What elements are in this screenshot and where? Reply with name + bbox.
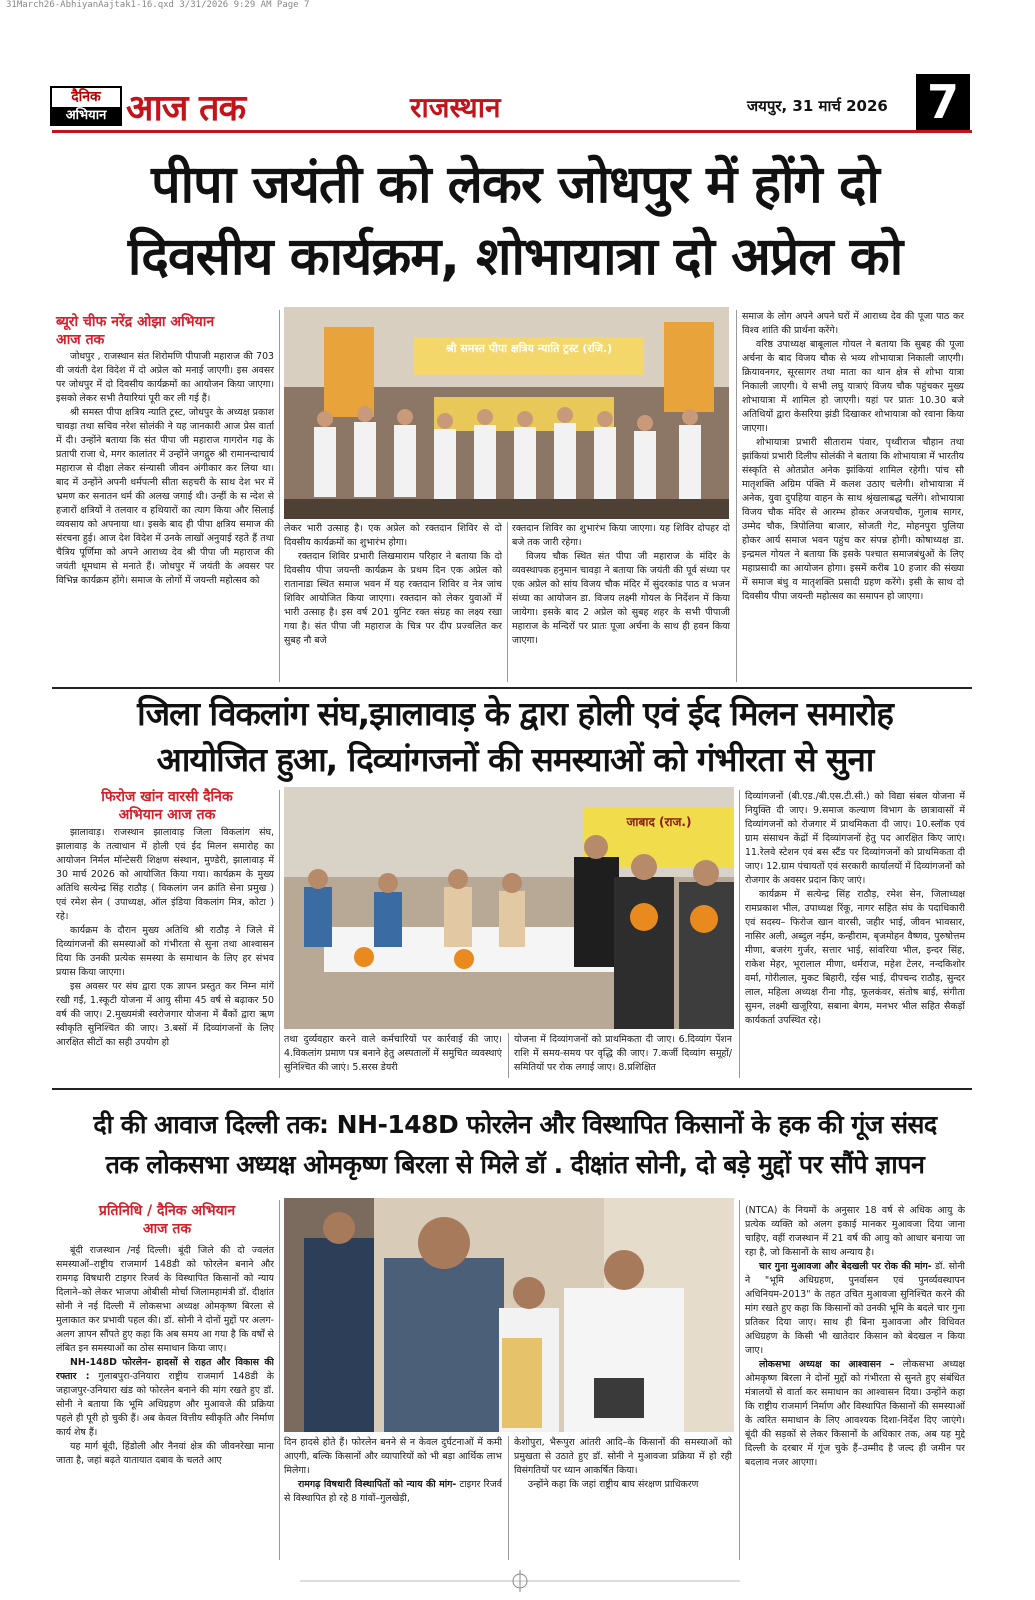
story3-col1-para2: गुलाबपुरा-उनियारा राष्ट्रीय राजमार्ग 148डी के जहाजपुर-उनियारा खंड को फोरलेन बनाने की मांग रखते हुए डॉ. सोनी ने बताया कि भूमि अधिग्रहण और मुआवजे की प्रक्रिया पहले ही पूरी हो चुकी हैं। अब केवल वित्तीय स्वीकृति और निर्माण कार्य शेष हैं।	[56, 1371, 274, 1438]
story2-column3	[514, 1033, 732, 1079]
story1-photo	[284, 307, 729, 519]
story2-headline-line2: आयोजित हुआ, दिव्यांगजनों की समस्याओं को गंभीरता से सुना	[156, 740, 874, 779]
story3-byline	[56, 1202, 278, 1238]
story1-column3	[512, 522, 730, 682]
story-divider	[52, 687, 972, 689]
story2-col1-para2: कार्यक्रम के दौरान मुख्य अतिथि श्री राठौड़ ने जिले में दिव्यांगजनों की समस्याओं को गंभीरता से सुना तथा आश्वासन दिया कि उनकी प्रत्येक समस्या के समाधान के लिए हर संभव प्रयास किया जाएगा।	[56, 925, 274, 978]
story3-headline-line2: तक लोकसभा अध्यक्ष ओमकृष्ण बिरला से मिले डॉ . दीक्षांत सोनी, दो बड़े मुद्दों पर सौंपे ज्ञापन	[105, 1150, 925, 1179]
brand-bottom-text: अभियान	[52, 107, 120, 124]
column-divider	[739, 790, 740, 1078]
story2-byline-line2: अभियान आज तक	[118, 807, 216, 823]
story2-byline	[56, 788, 278, 824]
story3-col1-para1: बूंदी राजस्थान /नई दिल्ली। बूंदी जिले की दो ज्वलंत समस्याओं–राष्ट्रीय राजमार्ग 148डी को फोरलेन बनाने और रामगढ़ विषधारी टाइगर रिजर्व के विस्थापित किसानों को न्याय दिलाने–को लेकर भाजपा ओबीसी मोर्चा जिलामहामंत्री डॉ. दीक्षांत सोनी ने नई दिल्ली में लोकसभा अध्यक्ष ओमकृष्ण बिरला से मुलाकात कर प्रभावी पहल की। डॉ. सोनी ने दोनों मुद्दों पर अलग-अलग ज्ञापन सौंपते हुए कहा कि अब समय आ गया है कि वर्षों से लंबित इन समस्याओं का ठोस समाधान किया जाए।	[56, 1245, 274, 1354]
story3-col4-subhead1: चार गुना मुआवजा और बेदखली पर रोक की मांग-	[759, 1261, 932, 1272]
story1-col4-para3: शोभायात्रा प्रभारी सीताराम पंवार, पृथ्वीराज चौहान तथा झांकियां प्रभारी दिलीप सोलंकी ने बताया कि शोभायात्रा में भारतीय संस्कृति से ओतप्रोत अनेक झांकियां शामिल रहेगी। पांच सौ मातृशक्ति अग्रिम पंक्ति में कलश उठाए चलेगी। शोभायात्रा में अनेक, युवा दुपहिया वाहन के साथ श्रृंखलाबद्ध चलेंगे। शोभायात्रा विजय चौक मंदिर से आरम्भ होकर अजयचौक, गुलाब सागर, उम्मेद चौक, त्रिपोलिया बाजार, सोजती गेट, मोहनपुरा पुलिया होकर आर्य समाज भवन पहुंच कर संपन्न होगी। कोषाध्यक्ष डा. इन्द्रमल गोयल ने बताया कि इसके पश्चात समाजबंधुओं के लिए महाप्रसादी का आयोजन होगा। इसमें करीब 10 हजार की संख्या में समाज बंधु व मातृशक्ति प्रसादी ग्रहण करेंगे। इसी के साथ दो दिवसीय पीपा जयन्ती महोत्सव का समापन हो जाएगा।	[742, 437, 964, 602]
masthead	[50, 75, 980, 129]
story3-column2	[284, 1436, 502, 1560]
story3-byline-line1: प्रतिनिधि / दैनिक अभियान	[98, 1203, 236, 1219]
story1-col4-para2: वरिष्ठ उपाध्यक्ष बाबूलाल गोयल ने बताया कि सुबह की पूजा अर्चना के बाद विजय चौक से भव्य शोभायात्रा निकाली जाएगी। क्रियावनगर, सूरसागर तथा माता का थान क्षेत्र से शोभा यात्रा निकाली जाएगी। ये सभी लघु यात्राएं विजय चौक पहुंचकर मुख्य शोभायात्रा में शामिल हो जाएगी। यहां पर प्रातः 10.30 बजे अतिथियों द्वारा केसरिया झंडी दिखाकर शोभायात्रा को रवाना किया जाएगा।	[742, 339, 964, 434]
story2-column4	[745, 790, 965, 1080]
brand-top-text: दैनिक	[52, 88, 120, 107]
story2-col1-para1: झालावाड़। राजस्थान झालावाड़ जिला विकलांग संघ, झालावाड़ के तत्वाधान में होली एवं ईद मिलन समारोह का आयोजन निर्मल मॉन्टेसरी शिक्षण संस्थान, मुण्डेरी, झालावाड़ में 30 मार्च 2026 को आयोजित किया गया। कार्यक्रम के मुख्य अतिथि सत्येन्द्र सिंह राठौड़ ( विकलांग जन क्रांति सेना प्रमुख ) एवं रमेश सेन ( उपाध्यक्ष, ऑल इंडिया विकलांग मित्र, कोटा ) रहे।	[56, 827, 274, 922]
column-divider	[279, 1200, 280, 1560]
registration-mark-graphic	[300, 1570, 740, 1592]
column-divider	[736, 310, 737, 682]
story3-col2-para2: टाइगर रिजर्व से विस्थापित हो रहे 8 गांवों–गुलखेड़ी,	[284, 1479, 502, 1504]
story1-byline	[56, 313, 276, 349]
story3-col3-para1: केशोपुरा, भैरूपुरा आंतरी आदि–के किसानों की समस्याओं को प्रमुखता से उठाते हुए डॉ. सोनी ने मुआवजा प्रक्रिया में हो रही विसंगतियों पर ध्यान आकर्षित किया।	[514, 1437, 732, 1476]
story-divider	[52, 1088, 972, 1090]
story1-headline-line1: पीपा जयंती को लेकर जोधपुर में होंगे दो	[151, 155, 879, 215]
story1-col1-para2: श्री समस्त पीपा क्षत्रिय न्याति ट्रस्ट, जोधपुर के अध्यक्ष प्रकाश चावड़ा तथा सचिव नरेश सोलंकी ने यह जानकारी आज प्रेस वार्ता में दी। उन्होंने बताया कि संत पीपा जी महाराज गागरोन गढ़ के प्रतापी राजा थे, मगर कालांतर में उन्होंने जगद्गुरु श्री रामानन्दाचार्य महाराज से दीक्षा लेकर संन्यासी जीवन अंगीकार कर लिया था। बाद में उन्होंने अपनी धर्मपत्नी सीता सहचरी के साथ देश भर में भ्रमण कर सनातन धर्म की अलख जगाई थी। उन्हीं के स न्देश से हजारों क्षत्रियों ने तलवार व हथियारों का त्याग किया और सिलाई व्यवसाय को अपनाया था। इसके बाद ही पीपा क्षत्रिय समाज की संरचना हुई। आज देश विदेश में उनके लाखों अनुयाई रहते हैं तथा चैत्रिय पूर्णिमा को अपने आराध्य देव श्री पीपा जी महाराज की जयंती धूमधाम से मनाते हैं। जोधपुर में जयंती के अवसर पर विभिन्न कार्यक्रम होंगे। समाज के लोगों में जयन्ती महोत्सव को	[56, 407, 274, 586]
section-name: राजस्थान	[410, 91, 501, 124]
story1-byline-line1: ब्यूरो चीफ नरेंद्र ओझा अभियान	[56, 314, 215, 330]
story2-photo	[284, 787, 734, 1029]
page-number: 7	[916, 74, 970, 130]
story3-headline-line1: दी की आवाज दिल्ली तक: NH-148D फोरलेन और विस्थापित किसानों के हक की गूंज संसद	[93, 1110, 937, 1139]
masthead-rule	[52, 130, 972, 133]
story3-col1-subhead: NH-148D फोरलेन- हादसों से राहत और विकास की रफ्तार :	[56, 1357, 274, 1382]
story3-col4-para2: डॉ. सोनी ने "भूमि अधिग्रहण, पुनर्वासन एवं पुनर्व्यवस्थापन अधिनियम-2013" के तहत उचित मुआवजा सुनिश्चित करने की मांग रखते हुए कहा कि किसानों को उनकी भूमि के बदले चार गुना प्रतिकर दिया जाए। साथ ही बिना मुआवजा और विधिवत अधिग्रहण के किसी भी खातेदार किसान को बेदखल न किया जाए।	[745, 1261, 965, 1356]
column-divider	[508, 1033, 509, 1078]
column-divider	[739, 1200, 740, 1560]
column-divider	[279, 790, 280, 1078]
column-divider	[508, 1436, 509, 1560]
story1-byline-line2: आज तक	[56, 332, 105, 348]
story2-byline-line1: फिरोज खांन वारसी दैनिक	[101, 789, 233, 805]
brand-logo-box	[50, 86, 122, 126]
story3-column4	[745, 1204, 965, 1560]
story2-photo-banner-text: जाबाद (राज.)	[626, 815, 692, 829]
story3-col3-para2: उन्होंने कहा कि जहां राष्ट्रीय बाघ संरक्षण प्राधिकरण	[528, 1479, 699, 1490]
story2-col4-para1: दिव्यांगजनों (बी.एड./बी.एस.टी.सी.) को विद्या संबल योजना में नियुक्ति दी जाए। 9.समाज कल्याण विभाग के छात्रावासों में दिव्यांगजनों को रोजगार में प्राथमिकता दी जाए। 10.स्लॉक एवं ग्राम संसाधन केंद्रों में दिव्यांगजनों हेतु पद आरक्षित किए जाएं। 11.रेलवे स्टेशन एवं बस स्टैंड पर दिव्यांगजनों को प्राथमिकता दी जाए। 12.ग्राम पंचायतों एवं सरकारी कार्यालयों में दिव्यांगजनों को रोजगार के अवसर प्रदान किए जाएं।	[745, 791, 965, 886]
story1-col4-para1: समाज के लोग अपने अपने घरों में आराध्य देव की पूजा पाठ कर विश्व शांति की प्रार्थना करेंगे।	[742, 311, 964, 336]
story3-col4-para1: (NTCA) के नियमों के अनुसार 18 वर्ष से अधिक आयु के प्रत्येक व्यक्ति को अलग इकाई मानकर मुआवजा दिया जाना चाहिए, वहीं राजस्थान में 21 वर्ष की आयु को आधार बनाया जा रहा है, जो किसानों के साथ अन्याय है।	[745, 1205, 965, 1258]
story3-col2-subhead: रामगढ़ विषधारी विस्थापितों को न्याय की मांग-	[298, 1479, 457, 1490]
story1-column1	[56, 350, 274, 682]
story3-column3	[514, 1436, 732, 1560]
story2-col2-para1: तथा दुर्व्यवहार करने वाले कर्मचारियों पर कार्रवाई की जाए। 4.विकलांग प्रमाण पत्र बनाने हेतु अस्पतालों में समुचित व्यवस्थाएं सुनिश्चित की जाएं। 5.सरस डेयरी	[284, 1034, 502, 1073]
story1-col2-para2: रक्तदान शिविर प्रभारी लिखमाराम परिहार ने बताया कि दो दिवसीय पीपा जयन्ती कार्यक्रम के प्रथम दिन एक अप्रेल को रातानाडा स्थित समाज भवन में यह रक्तदान शिविर व नेत्र जांच शिविर आयोजित किया जाएगा। रक्तदान को लेकर युवाओं में भारी उत्साह है। इस वर्ष 201 युनिट रक्त संग्रह का लक्ष्य रखा गया है। संत पीपा जी महाराज के चित्र पर दीप प्रज्वलित कर सुबह नौ बजे	[284, 551, 502, 646]
story1-col1-para1: जोधपुर , राजस्थान संत शिरोमणि पीपाजी महाराज की 703 वी जयंती देश विदेश में दो अप्रेल को मनाई जाएगी। इस अवसर पर जोधपुर में दो दिवसीय कार्यक्रमों का आयोजन किया जाएगा। इसको लेकर सभी तैयारियां पूरी कर ली गई हैं।	[56, 351, 274, 404]
story3-column1	[56, 1244, 274, 1560]
column-divider	[507, 522, 508, 682]
story1-column4	[742, 310, 964, 682]
story2-col1-para3: इस अवसर पर संघ द्वारा एक ज्ञापन प्रस्तुत कर निम्न मांगें रखी गईं, 1.स्कूटी योजना में आयु सीमा 45 वर्ष से बढ़ाकर 50 वर्ष की जाए। 2.मुख्यमंत्री स्वरोजगार योजना में बैंकों द्वारा ऋण स्वीकृति सुनिश्चित की जाए। 3.बसों में दिव्यांगजनों के लिए आरक्षित सीटों का सही उपयोग हो	[56, 981, 274, 1048]
story3-col4-para3: लोकसभा अध्यक्ष ओमकृष्ण बिरला ने दोनों मुद्दों को गंभीरता से सुनते हुए संबंधित मंत्रालयों से वार्ता कर समाधान का आश्वासन दिया। उन्होंने कहा कि राष्ट्रीय राजमार्ग निर्माण और विस्थापित किसानों की समस्याओं के त्वरित समाधान के लिए आवश्यक दिशा-निर्देश दिए जाएंगे। बूंदी की सड़कों से लेकर किसानों के अधिकार तक, अब यह मुद्दे दिल्ली के दरबार में गूंज चुके हैं–उम्मीद है जल्द ही जमीन पर बदलाव नजर आएगा।	[745, 1359, 965, 1468]
story3-col4-subhead2: लोकसभा अध्यक्ष का आश्वासन –	[759, 1359, 895, 1370]
story1-photo-graphic	[284, 307, 729, 519]
story3-photo-graphic	[284, 1198, 734, 1432]
story1-col3-para2: विजय चौक स्थित संत पीपा जी महाराज के मंदिर के व्यवस्थापक हनुमान चावड़ा ने बताया कि जयंती की पूर्व संध्या पर एक अप्रेल को सांय विजय चौक मंदिर में सुंदरकांड पाठ व भजन संध्या का आयोजन डा. विजय लक्ष्मी गोयल के निर्देशन में किया जायेगा। इसके बाद 2 अप्रेल को सुबह शहर के सभी पीपाजी महाराज के मन्दिरों पर प्रातः पूजा अर्चना के साथ ही हवन किया जाएगा।	[512, 551, 730, 646]
story1-photo-banner-text: श्री समस्त पीपा क्षत्रिय न्याति ट्रस्ट (रजि.)	[445, 342, 613, 355]
registration-marks	[300, 1570, 740, 1592]
story3-col1-para3: यह मार्ग बूंदी, हिंडोली और नैनवां क्षेत्र की जीवनरेखा माना जाता है, जहां बढ़ते यातायात दबाव के चलते आए	[56, 1441, 274, 1466]
story2-col3-para1: योजना में दिव्यांगजनों को प्राथमिकता दी जाए। 6.दिव्यांग पेंशन राशि में समय-समय पर वृद्धि की जाए। 7.कर्जी दिव्यांग समूहों/समितियों पर रोक लगाई जाए। 8.प्रशिक्षित	[514, 1034, 732, 1073]
story1-headline-line2: दिवसीय कार्यक्रम, शोभायात्रा दो अप्रेल को	[127, 227, 903, 287]
newspaper-name: आज तक	[126, 88, 246, 129]
story1-col2-para1: लेकर भारी उत्साह है। एक अप्रेल को रक्तदान शिविर से दो दिवसीय कार्यक्रमों का शुभारंभ होगा।	[284, 523, 502, 548]
story3-photo	[284, 1198, 734, 1432]
dateline: जयपुर, 31 मार्च 2026	[747, 97, 888, 115]
story3-col2-para1: दिन हादसे होते हैं। फोरलेन बनने से न केवल दुर्घटनाओं में कमी आएगी, बल्कि किसानों और व्यापारियों को भी बड़ा आर्थिक लाभ मिलेगा।	[284, 1437, 502, 1476]
print-slug: 31March26-AbhiyanAajtak1-16.qxd 3/31/2026 9:29 AM Page 7	[6, 0, 310, 10]
column-divider	[279, 310, 280, 682]
story2-column2	[284, 1033, 502, 1079]
story3-byline-line2: आज तक	[142, 1221, 192, 1237]
story1-column2	[284, 522, 502, 682]
story1-col3-para1: रक्तदान शिविर का शुभारंभ किया जाएगा। यह शिविर दोपहर दो बजे तक जारी रहेगा।	[512, 523, 730, 548]
story2-headline-line1: जिला विकलांग संघ,झालावाड़ के द्वारा होली एवं ईद मिलन समारोह	[137, 694, 893, 733]
story2-col4-para2: कार्यक्रम में सत्येन्द्र सिंह राठौड़, रमेश सेन, जिलाध्यक्ष रामप्रकाश भील, उपाध्यक्ष रिंकू, नागर सहित संघ के पदाधिकारी एवं सदस्य– फिरोज खान वारसी, जहीर भाई, जीवन भावसार, नासिर अली, अब्दुल नईम, कन्हीराम, बृजमोहन वैष्णव, पुरुषोत्तम मीणा, बजरंग गुर्जर, सत्तार भाई, सांवरिया भील, इन्दर सिंह, राकेश मेहर, भूरालाल मीणा, धर्मराज, महेश टेलर, नन्दकिशोर वर्मा, गोरीलाल, मुकट बिहारी, रईस भाई, दीपचन्द राठौड़, सुन्दर लाल, महिला अध्यक्ष रीना गौड़, फूलकंवर, संतोष बाई, संगीता सुमन, लक्ष्मी खजूरिया, सबाना बेगम, मनभर भील सहित सैकड़ों कार्यकर्ता उपस्थित रहे।	[745, 889, 965, 1026]
story2-column1	[56, 826, 274, 1078]
